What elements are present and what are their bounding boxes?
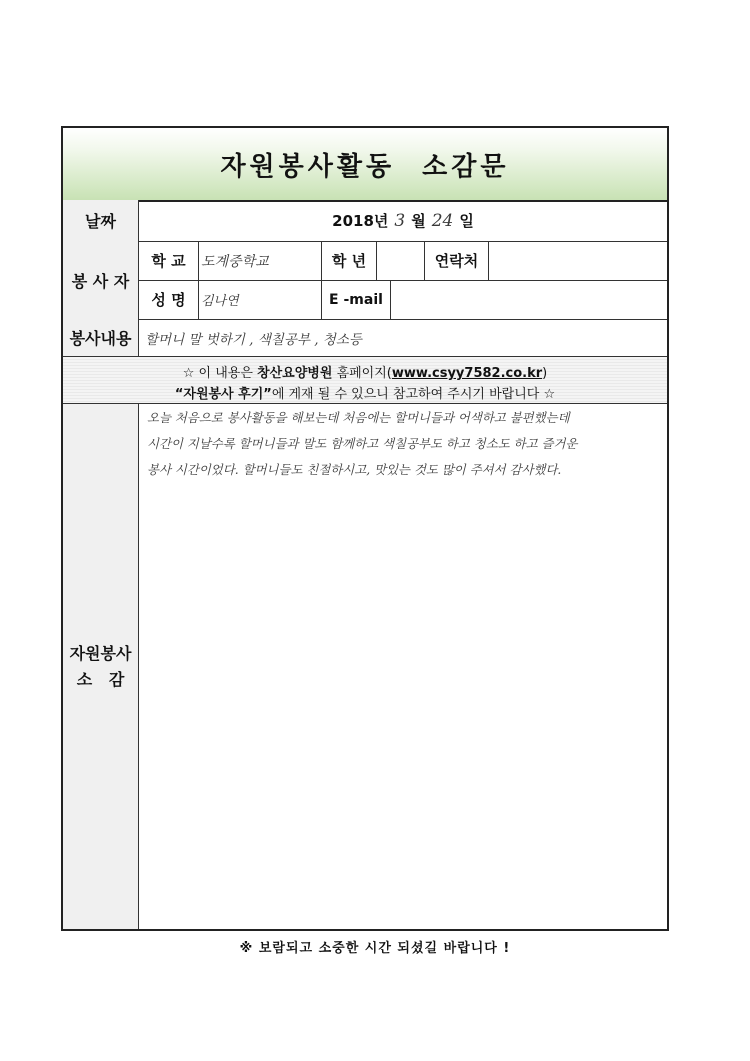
activity-value[interactable]: 할머니 말 벗하기 , 색칠공부 , 청소등 <box>145 331 362 348</box>
reflection-label <box>63 404 139 929</box>
contact-value[interactable] <box>489 241 667 280</box>
date-year: 2018 <box>332 211 374 230</box>
date-year-unit: 년 <box>373 212 389 230</box>
email-label: E -mail <box>321 280 391 319</box>
notice-org: 창산요양병원 <box>257 366 333 381</box>
reflection-section <box>63 404 667 929</box>
date-day-unit: 일 <box>459 212 474 230</box>
date-month[interactable]: 3 <box>394 210 406 231</box>
notice-line-2 <box>63 383 667 402</box>
reflection-label-line2: 소 감 <box>76 669 125 689</box>
reflection-text-area[interactable] <box>139 404 667 929</box>
notice-line-1 <box>63 362 667 381</box>
notice-star-icon: ☆ <box>182 366 195 381</box>
name-value[interactable]: 김나연 <box>201 294 239 309</box>
footer-message: ※ 보람되고 소중한 시간 되셨길 바랍니다 ! <box>239 941 511 956</box>
form-title: 자원봉사활동 소감문 <box>220 151 510 182</box>
grade-label: 학 년 <box>321 241 377 280</box>
date-day[interactable]: 24 <box>431 210 454 231</box>
volunteer-reflection-form <box>61 126 669 931</box>
reflection-line-1: 오늘 처음으로 봉사활동을 해보는데 처음에는 할머니들과 어색하고 불편했는데 <box>147 410 570 425</box>
notice-prefix: 이 내용은 <box>198 366 253 381</box>
date-month-unit: 월 <box>411 212 426 230</box>
notice-close-paren: ) <box>542 366 548 381</box>
contact-label: 연락처 <box>425 241 489 280</box>
date-row <box>63 200 667 241</box>
volunteer-label: 봉 사 자 <box>63 241 139 319</box>
reflection-label-line1: 자원봉사 <box>69 643 132 663</box>
name-label: 성 명 <box>139 280 199 319</box>
notice-rest: 에 게재 될 수 있으니 참고하여 주시기 바랍니다 <box>271 387 540 402</box>
volunteer-section <box>63 241 667 319</box>
notice-quote: “자원봉사 후기” <box>174 387 272 402</box>
school-value[interactable]: 도계중학교 <box>201 253 269 270</box>
activity-label: 봉사내용 <box>63 319 139 356</box>
notice-url-link[interactable]: www.csyy7582.co.kr <box>391 366 543 381</box>
activity-row <box>63 319 667 356</box>
grade-value[interactable] <box>377 241 425 280</box>
reflection-line-3: 봉사 시간이었다. 할머니들도 친절하시고, 맛있는 것도 많이 주셔서 감사했다. <box>147 462 562 477</box>
reflection-line-2: 시간이 지날수록 할머니들과 말도 함께하고 색칠공부도 하고 청소도 하고 즐거운 <box>147 436 578 451</box>
date-label: 날짜 <box>63 200 139 241</box>
school-label: 학 교 <box>139 241 199 280</box>
title-band <box>63 128 667 202</box>
notice-homepage: 홈페이지( <box>336 366 392 381</box>
notice-band <box>63 357 667 403</box>
notice-star-icon-2: ☆ <box>543 387 556 402</box>
email-value[interactable] <box>391 280 667 319</box>
